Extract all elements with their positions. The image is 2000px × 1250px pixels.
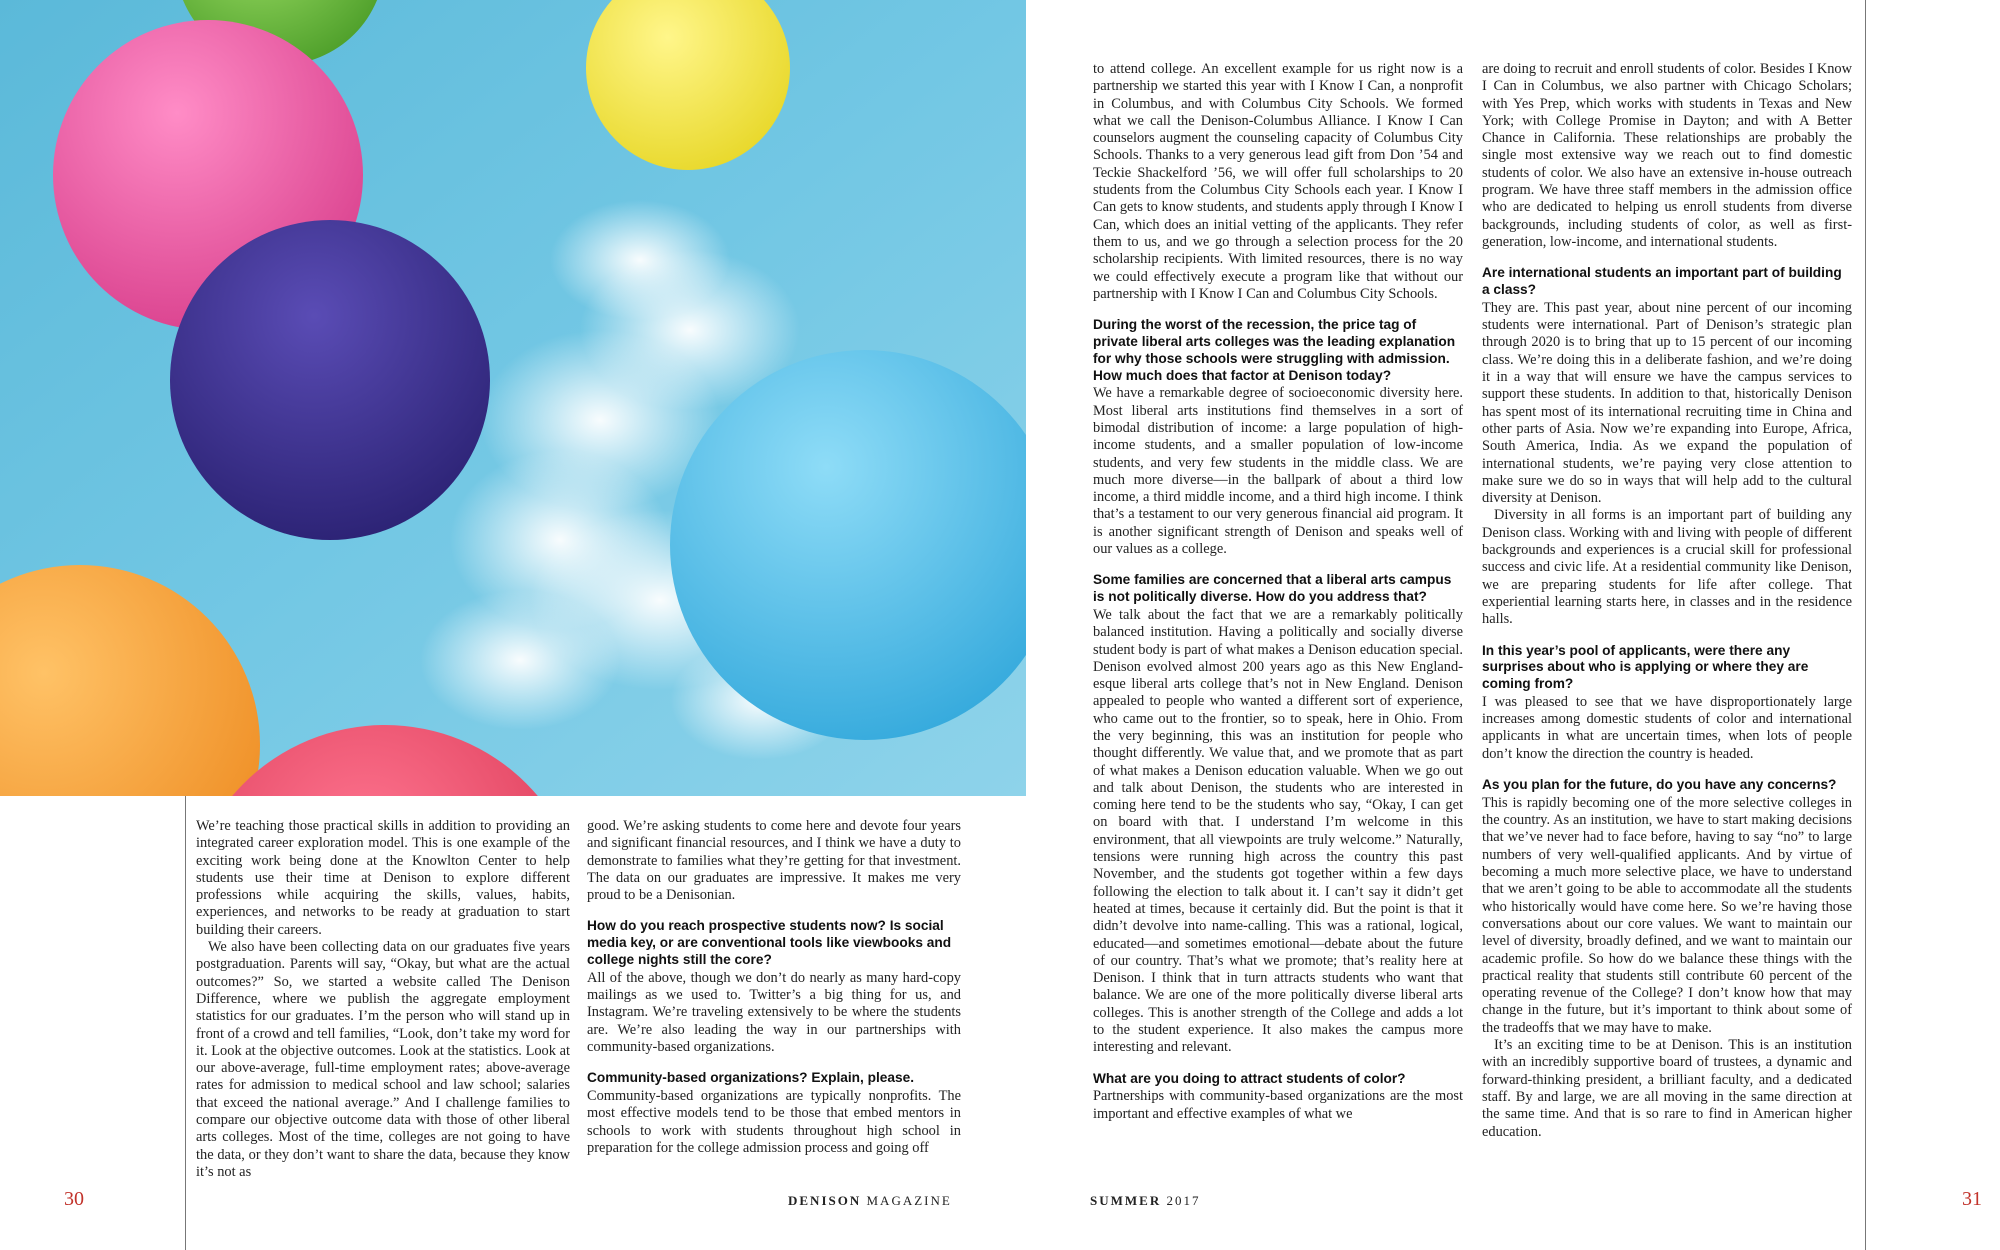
footer-brand: DENISON	[788, 1193, 862, 1208]
question-heading: Community-based organizations? Explain, please.	[587, 1070, 915, 1086]
answer-paragraph: Partnerships with community-based organizations are the most important and effective examples of what we	[1093, 1088, 1463, 1122]
right-margin-rule	[1865, 0, 1866, 1250]
text-column-2	[587, 818, 961, 1157]
page-number-right: 31	[1962, 1188, 1982, 1210]
paragraph: to attend college. An excellent example for us right now is a partnership we started this year with I Know I Can, a nonprofit in Columbus, and with Columbus City Schools. We formed what we call the Denison-Columbus Alliance. I Know I Can counselors augment the counseling capacity of Columbus City Schools. Thanks to a very generous lead gift from Don ’54 and Teckie Shackelford ’56, we will offer full scholarships to 20 students from the Columbus City Schools each year. I Know I Can gets to know students, and students apply through I Know I Can, which does an initial vetting of the applicants. They refer them to us, and we go through a selection process for the 20 scholarship recipients. With limited resources, there is no way we could effectively execute a program like that without our partnership with I Know I Can and Columbus City Schools.	[1093, 61, 1463, 302]
answer-paragraph: We have a remarkable degree of socioeconomic diversity here. Most liberal arts institutions find themselves in a sort of bimodal distribution of income: a large population of high-income students, and a smaller population of low-income students, and very few students in the middle class. We are much more diverse—in the ballpark of about a third low income, a third middle income, and a third high income. I think that’s a testament to our very generous financial aid program. It is another significant strength of Denison and speaks well of our values as a college.	[1093, 385, 1463, 558]
answer-paragraph: They are. This past year, about nine percent of our incoming students were international. Part of Denison’s strategic plan through 2020 is to bring that up to 15 percent of our incoming class. We’re doing this in a deliberate fashion, and we’re doing it in a way that will ensure we have the campus services to support these students. In addition to that, historically Denison has spent most of its international recruiting time in China and other parts of Asia. Now we’re expanding into Europe, Africa, South America, India. As we expand the population of international students, we’re paying very close attention to make sure we do so in ways that will help add to the cultural diversity at Denison.	[1482, 299, 1852, 507]
question-heading: Are international students an important part of building a class?	[1482, 265, 1842, 298]
paragraph: are doing to recruit and enroll students of color. Besides I Know I Can in Columbus, we also partner with Chicago Scholars; with Yes Prep, which works with students in Texas and New York; with College Promise in Dayton; and with A Better Chance in California. These relationships are probably the single most extensive way we reach out to find domestic students of color. We also have an extensive in-house outreach program. We have three staff members in the admission office who are dedicated to helping us enroll students from diverse backgrounds, including students of color, as well as first-generation, low-income, and international students.	[1482, 61, 1852, 250]
paragraph: good. We’re asking students to come here and devote four years and significant financial resources, and I think we have a duty to demonstrate to families what they’re getting for that investment. The data on our graduates are impressive. It makes me very proud to be a Denisonian.	[587, 818, 961, 904]
purple-balloon	[170, 220, 490, 540]
answer-paragraph: We talk about the fact that we are a remarkably politically balanced institution. Having a politically and socially diverse student body is part of what makes a Denison education special. Denison evolved almost 200 years ago as this New England-esque liberal arts college that’s not in New England. Denison appealed to people who wanted a different sort of experience, who came out to the frontier, so to speak, here in Ohio. From the very beginning, this was an institution for people who thought differently. We value that, and we promote that as part of what makes a Denison education valuable. When we go out and talk about Denison, the students who are interested in coming here tend to be the students who say, “Okay, I can get on board with that. I understand I’m welcome in this environment, that all viewpoints are truly welcome.” Naturally, tensions were running high across the country this past November, and the students got together within a few days following the election to talk about it. I can’t say it didn’t get heated at times, because it certainly did. But the point is that it didn’t devolve into name-calling. This was a rational, logical, educated—and sometimes emotional—debate about the future of our country. That’s what we promote; that’s reality here at Denison. I think that in turn attracts students who want that balance. We are one of the more politically diverse liberal arts colleges. This is another strength of the College and adds a lot to the student experience. It also makes the campus more interesting and relevant.	[1093, 606, 1463, 1056]
left-margin-rule	[185, 796, 186, 1250]
question-heading: Some families are concerned that a liberal arts campus is not politically diverse. How do you address that?	[1093, 572, 1452, 605]
text-column-1	[196, 818, 570, 1181]
answer-paragraph: All of the above, though we don’t do nearly as many hard-copy mailings as we used to. Twitter’s a big thing for us, and Instagram. We’re traveling extensively to be where the students are. We’re also leading the way in our partnerships with community-based organizations.	[587, 969, 961, 1056]
answer-paragraph: It’s an exciting time to be at Denison. This is an institution with an incredibly supportive board of trustees, a dynamic and forward-thinking president, a brilliant faculty, and a dedicated staff. By and large, we are all moving in the same direction at the same time. And that is so rare to find in American higher education.	[1482, 1037, 1852, 1140]
answer-paragraph: I was pleased to see that we have disproportionately large increases among domestic students of color and international applicants in what are uncertain times, when lots of people don’t know the direction the country is headed.	[1482, 693, 1852, 762]
question-heading: As you plan for the future, do you have any concerns?	[1482, 777, 1837, 793]
text-column-4	[1482, 61, 1852, 1141]
footer-year: 2017	[1166, 1193, 1201, 1208]
footer-issue-date	[1090, 1193, 1200, 1209]
answer-paragraph: This is rapidly becoming one of the more selective colleges in the country. As an institution, we have to start making decisions that we’ve never had to face before, having to say “no” to large numbers of very well-qualified applicants. And by virtue of becoming a much more selective place, we have to understand that we aren’t going to be able to accommodate all the students who historically would have come here. So we’re having those conversations about our core values. We want to maintain our level of diversity, broadly defined, and we want to maintain our academic profile. So how do we balance these things with the practical reality that students still contribute 60 percent of the operating revenue of the College? I don’t know how that may change in the future, but it’s important to think about some of the tradeoffs that we may have to make.	[1482, 794, 1852, 1036]
question-heading: How do you reach prospective students now? Is social media key, or are conventional tools like viewbooks and college nights still the core?	[587, 918, 952, 968]
question-heading: During the worst of the recession, the price tag of private liberal arts colleges was the leading explanation for why those schools were struggling with admission. How much does that factor at Denison today?	[1093, 317, 1456, 383]
paragraph: We also have been collecting data on our graduates five years postgraduation. Parents will say, “Okay, but what are the actual outcomes?” So, we started a website called The Denison Difference, where we publish the aggregate employment statistics for our graduates. I’m the person who will stand up in front of a crowd and tell families, “Look, don’t take my word for it. Look at the objective outcomes. Look at the statistics. Look at our above-average, full-time employment rates; above-average rates for admission to medical school and law school; salaries that exceed the national average.” And I challenge families to compare our objective outcome data with those of other liberal arts colleges. Most of the time, colleges are not going to have the data, or they don’t want to share the data, because they know it’s not as	[196, 939, 570, 1180]
footer-season: SUMMER	[1090, 1193, 1162, 1208]
question-heading: What are you doing to attract students of color?	[1093, 1070, 1406, 1086]
footer-magazine-name	[788, 1193, 952, 1209]
balloons-photo	[0, 0, 1026, 796]
footer-brand-suffix: MAGAZINE	[866, 1193, 952, 1208]
answer-paragraph: Diversity in all forms is an important part of building any Denison class. Working with and living with people of different backgrounds and experiences is a crucial skill for professional success and civic life. At a residential community like Denison, we are preparing students for life after college. That experiential learning starts here, in classes and in the residence halls.	[1482, 507, 1852, 628]
paragraph: We’re teaching those practical skills in addition to providing an integrated career exploration model. This is one example of the exciting work being done at the Knowlton Center to help students use their time at Denison to explore different professions while acquiring the skills, values, habits, experiences, and networks to be ready at graduation to start building their careers.	[196, 818, 570, 938]
page-number-left: 30	[64, 1188, 84, 1210]
answer-paragraph: Community-based organizations are typically nonprofits. The most effective models tend to be those that embed mentors in schools to work with students throughout high school in preparation for the college admission process and going off	[587, 1088, 961, 1157]
question-heading: In this year’s pool of applicants, were there any surprises about who is applying or where they are coming from?	[1482, 642, 1809, 692]
text-column-3	[1093, 61, 1463, 1123]
